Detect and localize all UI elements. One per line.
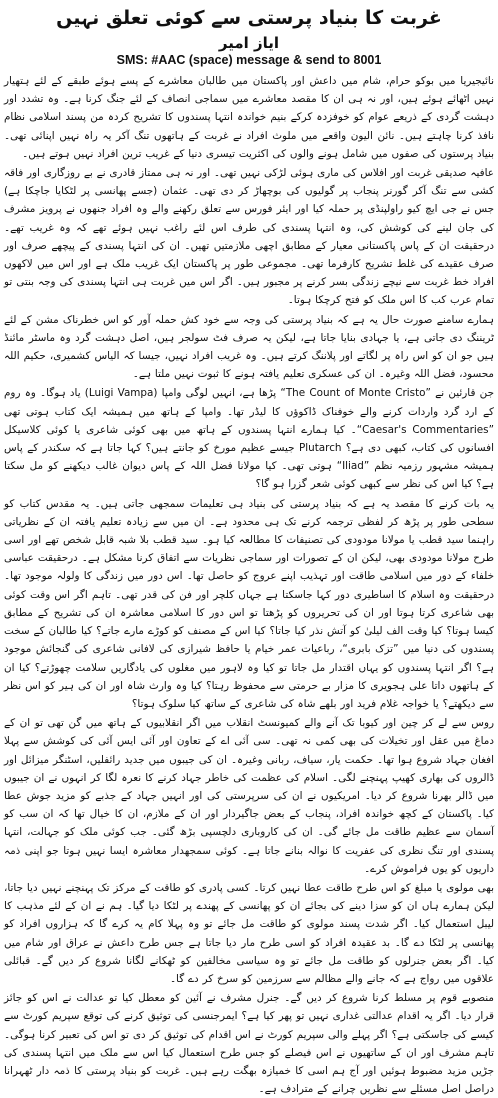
paragraph: ہمارے سامنے صورت حال یہ ہے کہ بنیاد پرستی کی وجہ سے خود کش حملہ آور کو اس خطرناک مشن کے لئے ٹریننگ دی جاتی ہے، یا جہادی بنایا جاتا ہے، لیکن یہ صرف فٹ سولجر ہیں، اصل دہشت گرد وہ ماسٹر مائنڈ ہیں جو ان کو اس راہ پر لگاتے اور پلاننگ کرتے ہیں۔ وہ غریب افراد نہیں، جیسا کہ الیاس کشمیری، حکیم اللہ محسود، فضل اللہ وغیرہ۔ ان کی عسکری تعلیم یافتہ ہونے کا ثبوت نہیں ملتا ہے۔ [4, 313, 494, 381]
paragraph: روس سے لے کر چین اور کیوبا تک آنے والے کمیونسٹ انقلاب میں اگر انقلابیوں کے ہاتھ میں گن تھی تو ان کے دماغ میں عقل اور تخیلات کی بھی کمی نہ تھی۔ سی آئی اے کے تعاون اور آئی ایس آئی کی کوشش سے پہلا افغان جہاد شروع ہوا تھا۔ حکمت یار، سیاف، ربانی وغیرہ۔ ان کی جیبوں میں جدید رائفلیں، اسٹنگر میزائل اور ڈالروں کی بھاری کھیپ پہنچنے لگی۔ اسلام کی عظمت کی خاطر جہاد کرنے کا نعرہ لگا کر انہوں نے ان جیبوں میں ڈالر بھرنا شروع کر دیا۔ امریکیوں نے ان کی سرپرستی کی اور انہیں جہاد کے جذبے کو مزید جوش عطا کیا۔ پاکستان کے کچھ خواندہ افراد، پنجاب کے بعض جاگیردار اور ان کے ملازم، ان کا خیال تھا کہ ان سب کو آسمان سے عظیم طاقت مل جائے گی۔ ان کی کاروباری دلچسپی بڑھ گئی۔ جب کوئی ملک کو جہالت، انتہا پسندی اور تنگ نظری کی عفریت کا نوالہ بنانے جاتا ہے۔ کوئی سمجھدار معاشرہ ایسا نہیں ہوتا جو اپنی ذمہ داریوں کو یوں فراموش کرے۔ [4, 717, 494, 875]
author-name: ایاز امیر [218, 34, 280, 52]
sms-subscription-note: SMS: #AAC (space) message & send to 8001 [116, 53, 382, 67]
paragraph: عافیہ صدیقی غربت اور افلاس کی ماری ہوئی لڑکی نہیں تھی۔ اور نہ ہی ممتاز قادری نے بے روزگاری اور فاقہ کشی سے تنگ آکر گورنر پنجاب پر گولیوں کی بوچھاڑ کر دی تھی۔ عثمان (جسے پھانسی پر لٹکایا جاچکا ہے) جس نے جی ایچ کیو راولپنڈی پر حملہ کیا اور ایئر فورس سے تعلق رکھنے والے وہ افراد جنھوں نے پرویز مشرف کی جان لینے کی کوشش کی، وہ انتہا پسندی کی طرف اس لئے راغب نہیں ہوئے تھے کہ وہ غریب تھے۔ درحقیقت ان کے پاس پاکستانی معیار کے مطابق اچھی ملازمتیں تھیں۔ ان کی انتہا پسندی کے پیچھے صرف اور صرف عقیدے کی غلط تشریح کارفرما تھی۔ مجموعی طور پر پاکستان ایک غریب ملک ہے اور اس میں لاکھوں افراد خط غربت سے نیچے زندگی بسر کرنے پر مجبور ہیں۔ اگر اس میں غربت ہی انتہا پسندی کی وجہ بنتی تو تمام عرب کب کا اس ملک کو فتح کرچکا ہوتا۔ [4, 167, 494, 307]
article-body [4, 72, 494, 1096]
article-title: غربت کا بنیاد پرستی سے کوئی تعلق نہیں [56, 7, 442, 29]
paragraph: نائیجیریا میں بوکو حرام، شام میں داعش اور پاکستان میں طالبان معاشرے کے پسے ہوئے طبقے کے لئے ہتھیار نہیں اٹھائے ہوئے ہیں، اور نہ ہی ان کا مقصد معاشرے میں سماجی انصاف کے لئے جنگ کرنا ہے۔ وہ تشدد اور دہشت گردی کے ذریعے عوام کو خوفزدہ کرکے بنیم خواندہ انتہا پسندوں کا تشریح کردہ من پسند اسلامی نظام نافذ کرنا چاہتے ہیں۔ نائن الیون واقعے میں ملوث افراد نے غربت کے ہاتھوں تنگ آکر یہ راہ نہیں اپنائی تھی۔ بنیاد پرستوں کی صفوں میں شامل ہونے والوں کی اکثریت تیسری دنیا کے غریب ترین افراد نہیں ہوتے ہیں۔ [4, 75, 494, 160]
paragraph: بھی مولوی یا مبلغ کو اس طرح طاقت عطا نہیں کرتا۔ کسی پادری کو طاقت کے مرکز تک پہنچنے نہیں دیا جاتا، لیکن ہمارے ہاں ان کو سزا دینے کی بجائے ان کو پھانسی کے پھندے پر لٹکا دیا گیا۔ ہم نے ان کے لئے مذہب کا لیبل استعمال کیا۔ اگر شدت پسند مولوی کو طاقت مل جائے تو وہ پہلا کام یہ کرے گا کہ ہزاروں افراد کو پھانسی پر لٹکا دے گا۔ بد عقیدہ افراد کو اسی طرح مار دیا جاتا ہے جس طرح داعش نے عراق اور شام میں کیا۔ اگر بعض جنرلوں کو طاقت مل جائے تو وہ سیاسی مخالفین کو ٹھکانے لگانا شروع کر دیں گے۔ قبائلی علاقوں میں رواج ہے کہ جانے والے مظالم سے سرزمین کو سرخ کر دے گا۔ [4, 881, 494, 985]
paragraph: جن قارئین نے ”The Count of Monte Cristo“ پڑھا ہے، انہیں لوگی وامپا (Luigi Vampa) یاد ہوگا۔ وہ روم کے ارد گرد واردات کرنے والے خوفناک ڈاکوؤں کا لیڈر تھا۔ وامپا کے ہاتھ میں ہمیشہ ایک کتاب ہوتی تھی ”Caesar's Commentaries“۔ کیا ہمارے انتہا پسندوں کے ہاتھ میں بھی کوئی شاعری یا کوئی کلاسیکل افسانوں کی کتاب، کبھی دی ہے؟ Plutarch جیسے عظیم مورخ کو جانتے ہیں؟ کہا جاتا ہے کہ سکندر کے پاس ہمیشہ مشہور رزمیہ نظم ”Iliad“ ہوتی تھی۔ کیا مولانا فضل اللہ کے پاس دیوان غالب دیکھنے کو مل سکتا ہے؟ کیا اس کی نظر سے کبھی کوئی شعر گزرا ہو گا؟ [4, 387, 494, 491]
paragraph: منصوبے قوم پر مسلط کرنا شروع کر دیں گے۔ جنرل مشرف نے آئین کو معطل کیا تو عدالت نے اس کو جائز قرار دیا۔ اگر یہ اقدام عدالتی غداری نہیں تو پھر کیا ہے؟ ایمرجنسی کی توثیق کرنے کی توقع سپریم کورٹ سے کیسے کی جاسکتی ہے؟ اگر پہلے والی سپریم کورٹ نے اس اقدام کی توثیق کر دی تو اس کی تعبیر کرنا ہوگی۔ تاہم مشرف اور ان کے ساتھیوں نے اس فیصلے کو جس طرح استعمال کیا اس سے ملک میں انتہا پسندی کی جڑیں مزید مضبوط ہوئیں اور آج ہم اسی کا خمیازہ بھگت رہے ہیں۔ غربت کو بنیاد پرستی کا ذمہ دار ٹھہرانا دراصل اصل مسئلے سے نظریں چرانے کے مترادف ہے۔ [4, 992, 494, 1096]
paragraph: یہ بات کرنے کا مقصد یہ ہے کہ بنیاد پرستی کی بنیاد ہی تعلیمات سمجھی جاتی ہیں۔ یہ مقدس کتاب کو سطحی طور پر پڑھ کر لفظی ترجمہ کرنے تک ہی محدود ہے۔ ان میں سے زیادہ تعلیم یافتہ ان کے نظریاتی راہنما سید قطب یا مولانا مودودی کی تصنیفات کا مطالعہ کیا ہو۔ سید قطب بلا شبہ قابل شخص تھے اور اسی طرح مولانا مودودی بھی، لیکن ان کے تصورات اور سماجی نظریات سے اتفاق کرنا مشکل ہے۔ درحقیقت عباسی خلفاء کے دور میں اسلامی طاقت اور تہذیب اپنے عروج کو حاصل تھا۔ اس دور میں زندگی کا ولولہ موجود تھا۔ درحقیقت وہ اسلام کا اساطیری دور کہا جاسکتا ہے جہاں کلچر اور فن کی قدر تھی۔ تاہم اگر اس وقت کوئی بھی شاعری کرتا ہوتا اور ان کی تحریروں کو پڑھتا تو اس دور کا اسلامی معاشرہ ان کی تشریح کے مطابق کیسا ہوتا؟ کیا وقت الف لیلیٰ کو آتش نذر کیا جاتا؟ کیا اس کے مصنف کو کوڑے مارے جاتے؟ کیا طالبان کے سخت پسندوں کی دنیا میں ”تزک بابری“، رباعیات عمر خیام یا حافظ شیرازی کی لافانی شاعری کی گنجائش موجود ہے؟ اگر انتہا پسندوں کو یہاں اقتدار مل جاتا تو کیا وہ لاہور میں مغلوں کی یادگاریں سلامت چھوڑتے؟ کیا ان کے ہاتھوں داتا علی ہجویری کا مزار بے حرمتی سے محفوظ رہتا؟ کیا وہ وارث شاہ اور ان کی ہیر کو اس نظر سے دیکھتے؟ یا خواجہ غلام فرید اور بلھے شاہ کی شاعری کے ساتھ کیا سلوک ہوتا؟ [4, 497, 494, 710]
